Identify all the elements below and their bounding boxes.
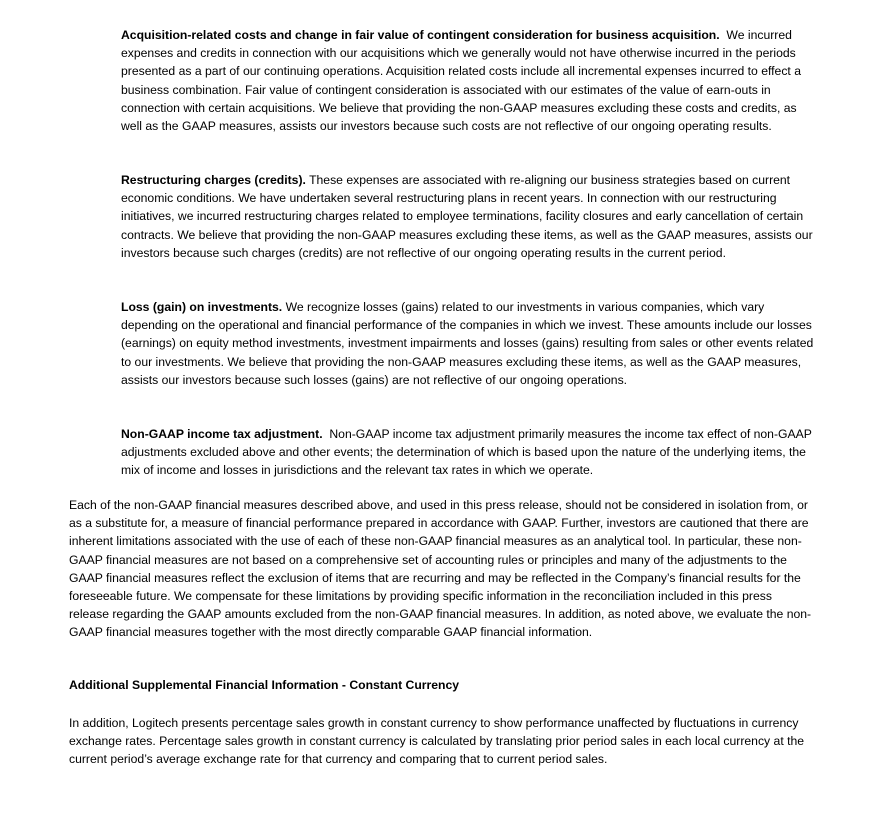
limitations-paragraph: Each of the non-GAAP financial measures described above, and used in this press release, should not be considered in isolation from, or as a substitute for, a measure of financial performance prepared in accordance with GAAP. Further, investors are cautioned that there are inherent limitations associated with the use of each of these non-GAAP financial measures as an analytical tool. In particular, these non-GAAP financial measures are not based on a comprehensive set of accounting rules or principles and many of the adjustments to the GAAP financial measures reflect the exclusion of items that are recurring and may be reflected in the Company’s financial results for the foreseeable future. We compensate for these limitations by providing specific information in the reconciliation included in this press release regarding the GAAP amounts excluded from the non-GAAP financial measures. In addition, as noted above, we evaluate the non-GAAP financial measures together with the most directly comparable GAAP financial information. bbox=[69, 498, 812, 640]
income-tax-adjustment-title: Non-GAAP income tax adjustment. bbox=[121, 427, 323, 441]
income-tax-adjustment-paragraph bbox=[121, 425, 815, 480]
loss-gain-investments-title: Loss (gain) on investments. bbox=[121, 300, 283, 314]
restructuring-charges-body: These expenses are associated with re-aligning our business strategies based on current economic conditions. We have undertaken several restructuring plans in recent years. In connection with our restructuring initiatives, we incurred restructuring charges related to employee terminations, facility closures and early cancellation of certain contracts. We believe that providing the non-GAAP measures excluding these items, as well as the GAAP measures, assists our investors because such charges (credits) are not reflective of our ongoing operating results in the current period. bbox=[121, 173, 813, 260]
acquisition-costs-paragraph bbox=[121, 26, 815, 135]
loss-gain-investments-paragraph bbox=[121, 298, 815, 389]
restructuring-charges-title: Restructuring charges (credits). bbox=[121, 173, 306, 187]
acquisition-costs-title: Acquisition-related costs and change in fair value of contingent consideration for business acquisition. bbox=[121, 28, 720, 42]
constant-currency-heading: Additional Supplemental Financial Information - Constant Currency bbox=[69, 678, 460, 692]
acquisition-costs-body: We incurred expenses and credits in connection with our acquisitions which we generally would not have otherwise incurred in the periods presented as a part of our continuing operations. Acquisition related costs include all incremental expenses incurred to effect a business combination. Fair value of contingent consideration is associated with our estimates of the value of earn-outs in connection with certain acquisitions. We believe that providing the non-GAAP measures excluding these costs and credits, as well as the GAAP measures, assists our investors because such costs are not reflective of our ongoing operating results. bbox=[121, 28, 801, 134]
restructuring-charges-paragraph bbox=[121, 171, 815, 262]
income-tax-adjustment-body: Non-GAAP income tax adjustment primarily measures the income tax effect of non-GAAP adjustments excluded above and other events; the determination of which is based upon the nature of the underlying items, the mix of income and losses in jurisdictions and the relevant tax rates in which we operate. bbox=[121, 427, 812, 478]
loss-gain-investments-body: We recognize losses (gains) related to our investments in various companies, which vary depending on the operational and financial performance of the companies in which we invest. These amounts include our losses (earnings) on equity method investments, investment impairments and losses (gains) resulting from sales or other events related to our investments. We believe that providing the non-GAAP measures excluding these items, as well as the GAAP measures, assists our investors because such losses (gains) are not reflective of our ongoing operations. bbox=[121, 300, 814, 387]
constant-currency-paragraph: In addition, Logitech presents percentage sales growth in constant currency to show performance unaffected by fluctuations in currency exchange rates. Percentage sales growth in constant currency is calculated by translating prior period sales in each local currency at the current period’s average exchange rate for that currency and comparing that to current period sales. bbox=[69, 716, 805, 767]
